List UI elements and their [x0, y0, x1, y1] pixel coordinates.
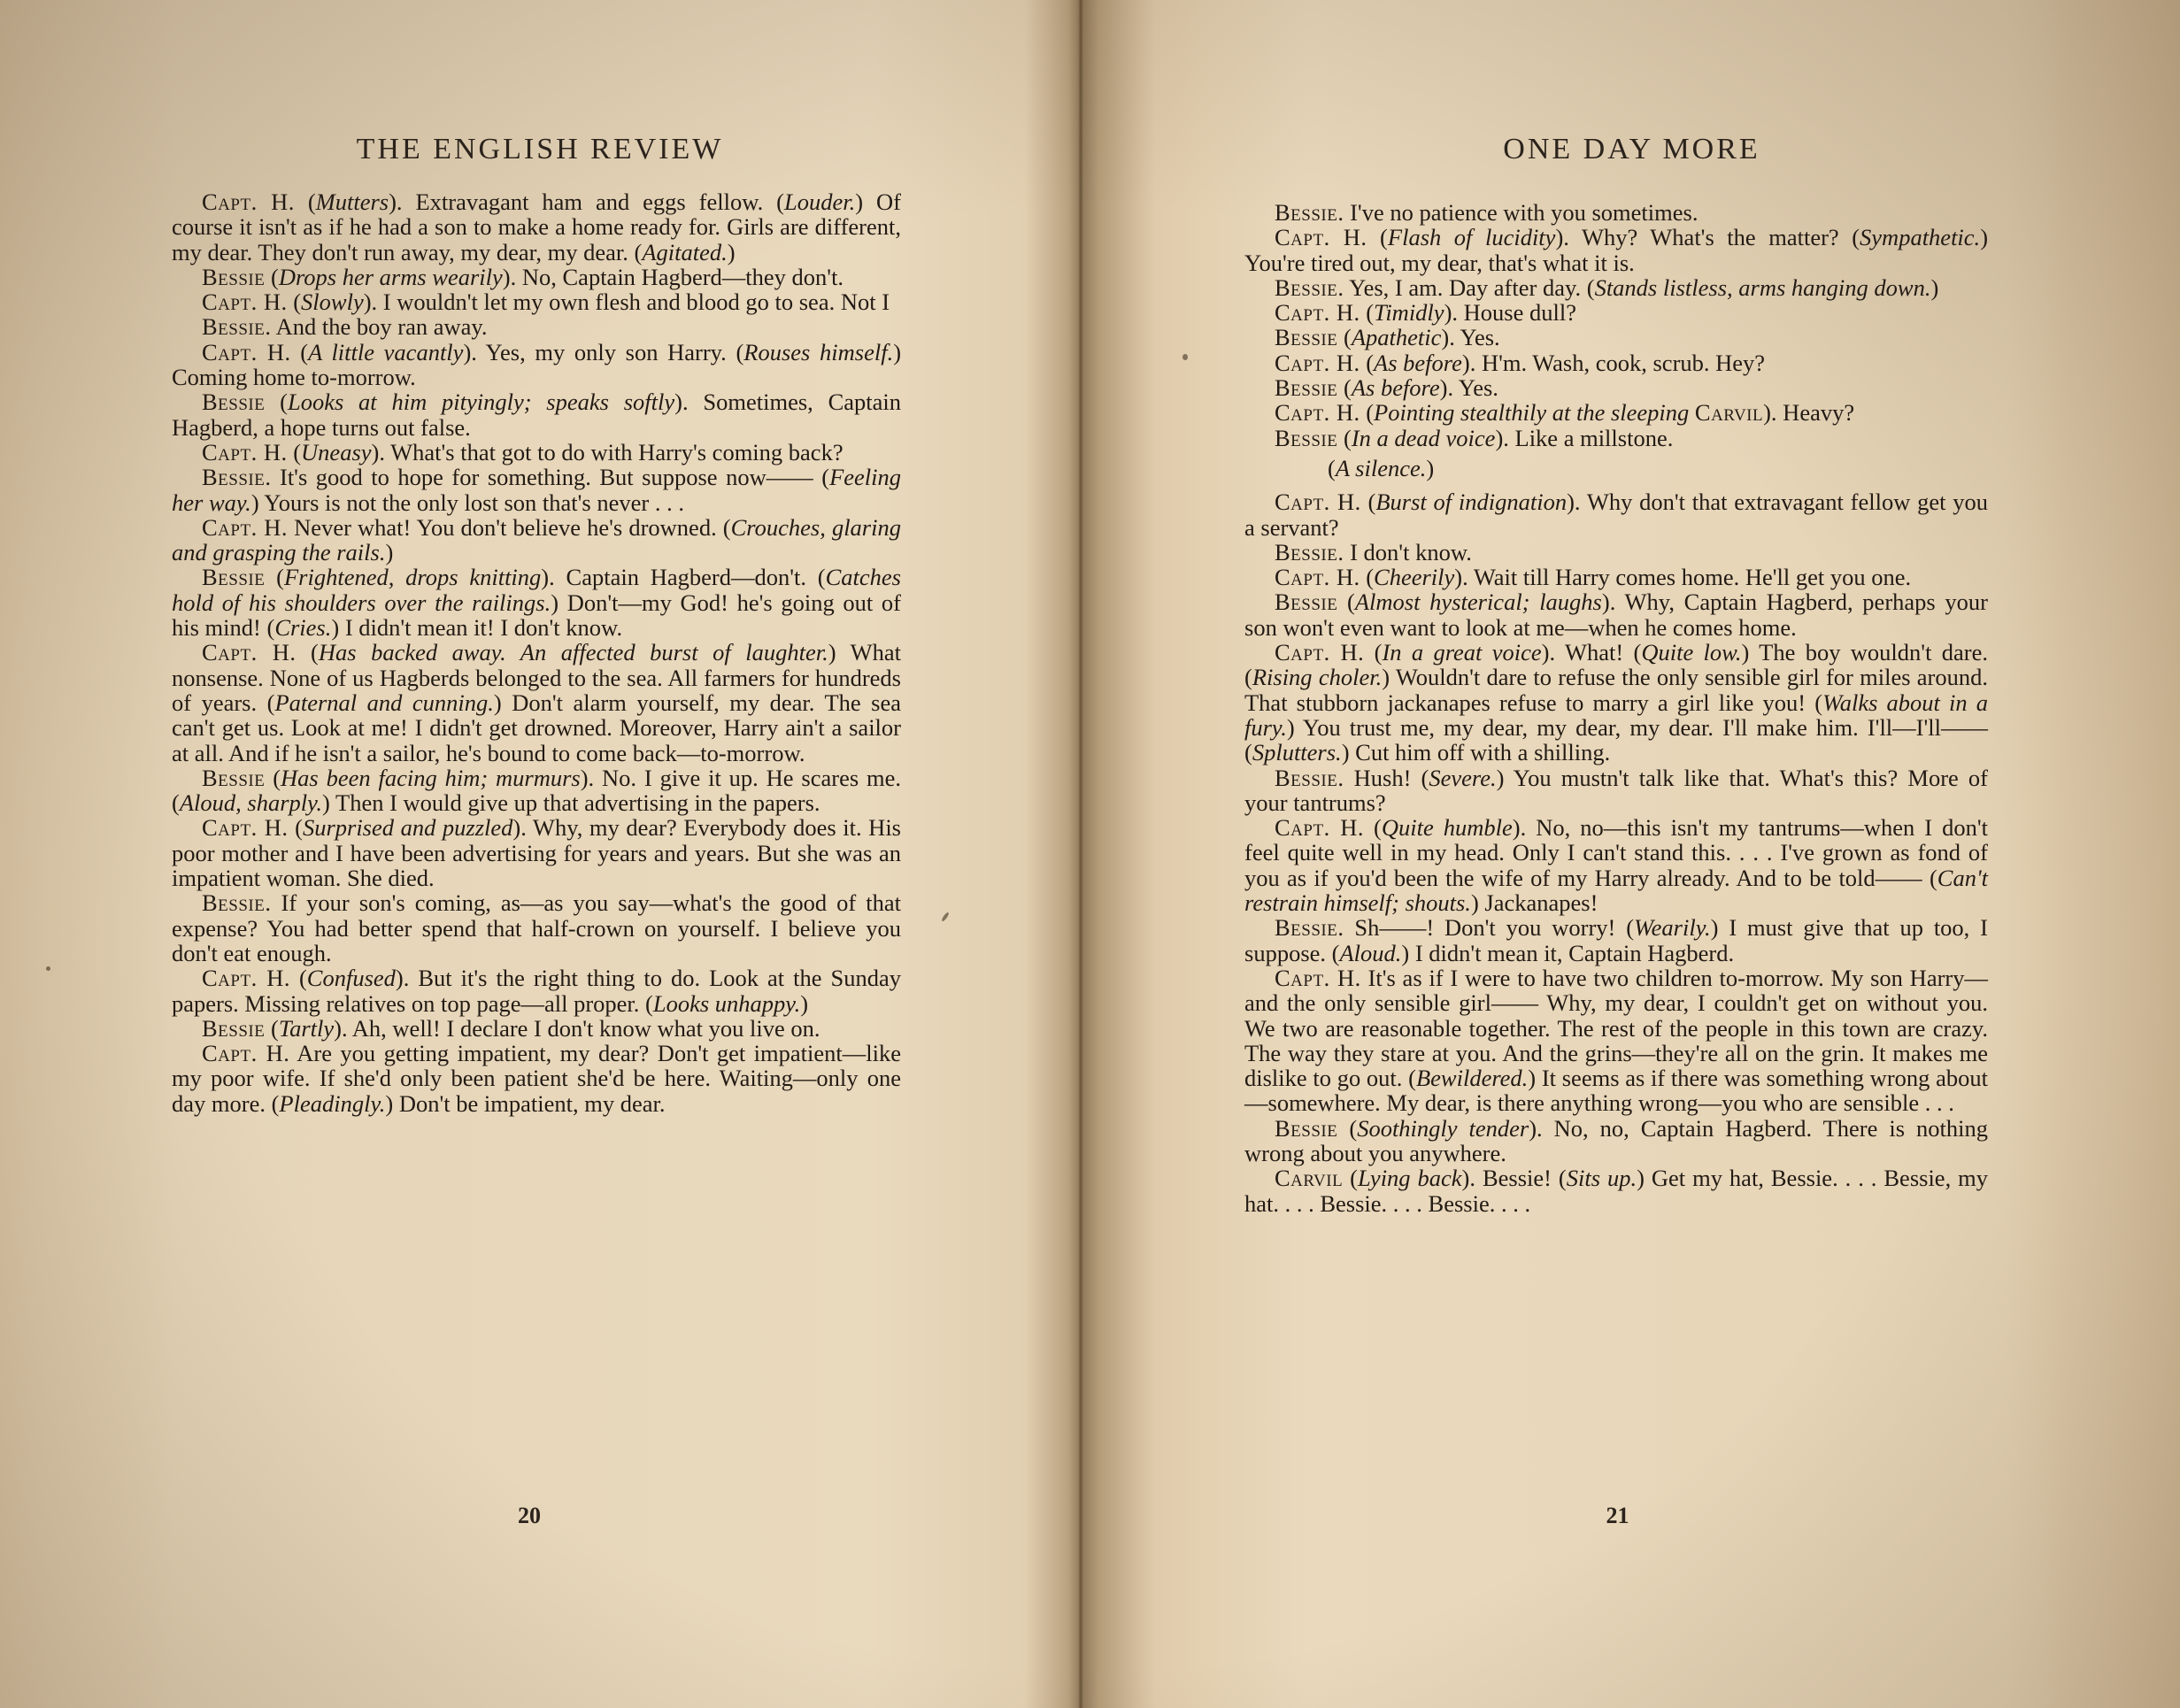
stage-direction: Cheerily: [1374, 564, 1455, 591]
dialogue-paragraph: Bessie (Looks at him pityingly; speaks softly). Sometimes, Captain Hagberd, a hope turns out false.: [172, 389, 901, 441]
dialogue-paragraph: Bessie. Yes, I am. Day after day. (Stands listless, arms hanging down.): [1275, 273, 1939, 301]
left-page: [0, 0, 1080, 1708]
speaker-name: Bessie: [1275, 1114, 1338, 1142]
stage-direction: Quite humble: [1381, 814, 1513, 842]
speaker-name: Capt. H.: [202, 289, 288, 316]
stage-direction: Crouches, glaring and grasping the rails.: [172, 513, 901, 566]
stage-direction: Apathetic: [1351, 324, 1442, 351]
running-header: ONE DAY MORE: [1503, 133, 1760, 165]
running-header: THE ENGLISH REVIEW: [356, 133, 724, 165]
stage-direction: Uneasy: [301, 438, 372, 465]
dialogue-paragraph: Capt. H. (Has backed away. An affected burst of laughter.) What nonsense. None of us Hagberds belonged to the sea. All farmers for hundreds of years. (Paternal and cunning.) Don't alarm yourself, my dear. The sea can't get us. Look at me! I didn't get drowned. Moreover, Harry ain't a sailor at all. And if he isn't a sailor, he's bound to come back—to-morrow.: [172, 639, 902, 766]
dialogue-paragraph: Capt. H. (Mutters). Extravagant ham and eggs fellow. (Louder.) Of course it isn't as if he had a son to make a home ready for. Girls are different, my dear. They don't run away, my dear, my dear. (Agitated.): [172, 188, 901, 265]
stage-direction: Mutters: [315, 188, 389, 215]
speaker-name: Capt. H.: [202, 438, 288, 465]
speaker-name: Bessie.: [1275, 273, 1344, 301]
stage-direction: Cries.: [274, 614, 332, 642]
speaker-name: Carvil: [1694, 399, 1764, 427]
speaker-name: Capt. H.: [202, 513, 289, 541]
speaker-name: Capt. H.: [202, 338, 291, 365]
dialogue-paragraph: Bessie (Tartly). Ah, well! I declare I don't know what you live on.: [202, 1014, 820, 1042]
dialogue-paragraph: Bessie (Has been facing him; murmurs). No. I give it up. He scares me. (Aloud, sharply.) Then I would give up that advertising in the papers.: [172, 764, 901, 817]
stage-direction: Aloud.: [1339, 939, 1402, 966]
stage-direction: Catches hold of his shoulders over the railings.: [172, 564, 901, 616]
stage-direction: Soothingly tender: [1357, 1114, 1529, 1142]
stage-direction: In a dead voice: [1351, 424, 1496, 451]
dialogue-paragraph: Bessie (Frightened, drops knitting). Captain Hagberd—don't. (Catches hold of his shoulders over the railings.) Don't—my God! he's going out of his mind! (Cries.) I didn't mean it! I don't know.: [172, 564, 901, 642]
speaker-name: Bessie: [202, 263, 266, 290]
stage-direction: Rouses himself.: [743, 338, 894, 365]
stage-direction: Burst of indignation: [1375, 489, 1568, 516]
dialogue-paragraph: Capt. H. It's as if I were to have two children to-morrow. My son Harry—and the only sensible girl—— Why, my dear, I couldn't get on without you. We two are reasonable together. The rest of the people in this town are crazy. The way they stare at you. And the grins—they're all on the grin. It makes me dislike to go out. (Bewildered.) It seems as if there was something wrong about—somewhere. My dear, is there anything wrong—you who are sensible . . .: [1244, 964, 1988, 1117]
stage-direction: Drops her arms wearily: [278, 263, 503, 290]
play-text: [1244, 200, 1988, 1216]
dialogue-paragraph: Capt. H. (Pointing stealthily at the sleeping Carvil). Heavy?: [1275, 399, 1855, 427]
dialogue-paragraph: Bessie. And the boy ran away.: [202, 313, 488, 341]
speaker-name: Capt. H.: [1275, 399, 1360, 427]
stage-direction: Pleadingly.: [279, 1089, 386, 1117]
dialogue-paragraph: Carvil (Lying back). Bessie! (Sits up.) Get my hat, Bessie. . . . Bessie, my hat. . . . Bessie. . . . Bessie. . . .: [1244, 1165, 1989, 1217]
dialogue-paragraph: Capt. H. (Quite humble). No, no—this isn't my tantrums—when I don't feel quite well in my head. Only I can't stand this. . . . I've grown as fond of you as if you'd been the wife of my Harry already. And to be told—— (Can't restrain himself; shouts.) Jackanapes!: [1244, 814, 1989, 917]
dialogue-paragraph: Bessie (As before). Yes.: [1275, 374, 1498, 402]
dialogue-paragraph: Capt. H. (As before). H'm. Wash, cook, scrub. Hey?: [1275, 349, 1766, 376]
dialogue-paragraph: Bessie. Sh——! Don't you worry! (Wearily.) I must give that up too, I suppose. (Aloud.) I didn't mean it, Captain Hagberd.: [1244, 914, 1988, 966]
stage-direction: Wearily.: [1634, 914, 1711, 942]
speaker-name: Bessie.: [1275, 538, 1344, 565]
stage-direction: Frightened, drops knitting: [283, 564, 542, 591]
speaker-name: Bessie: [1275, 589, 1338, 616]
dialogue-paragraph: Bessie. If your son's coming, as—as you say—what's the good of that expense? You had better spend that half-crown on yourself. I believe you don't eat enough.: [172, 889, 901, 966]
stage-direction: Has backed away. An affected burst of laughter.: [318, 639, 828, 666]
page-number: 21: [1606, 1503, 1629, 1528]
stage-direction-line: (A silence.): [1328, 454, 1435, 481]
stage-direction: A silence.: [1335, 454, 1427, 481]
paper-spot: [1182, 354, 1188, 360]
speaker-name: Bessie: [202, 564, 266, 591]
paper-spot: [46, 966, 50, 971]
speaker-name: Bessie.: [1275, 764, 1344, 791]
dialogue-paragraph: Capt. H. Are you getting impatient, my dear? Don't get impatient—like my poor wife. If she'd only been patient she'd be here. Waiting—only one day more. (Pleadingly.) Don't be impatient, my dear.: [172, 1040, 901, 1117]
speaker-name: Bessie: [1275, 424, 1338, 451]
stage-direction: As before: [1351, 374, 1440, 402]
speaker-name: Bessie: [202, 389, 266, 416]
stage-direction: Can't restrain himself; shouts.: [1244, 864, 1988, 917]
speaker-name: Capt. H.: [1275, 964, 1361, 991]
dialogue-paragraph: Capt. H. (Flash of lucidity). Why? What's the matter? (Sympathetic.) You're tired out, my dear, that's what it is.: [1244, 224, 1989, 276]
speaker-name: Capt. H.: [1275, 489, 1361, 516]
stage-direction: Aloud, sharply.: [179, 789, 323, 817]
speaker-name: Capt. H.: [1275, 299, 1360, 327]
stage-direction: Feeling her way.: [172, 464, 901, 516]
dialogue-paragraph: Capt. H. (Slowly). I wouldn't let my own flesh and blood go to sea. Not I: [202, 289, 890, 316]
stage-direction: Splutters.: [1252, 739, 1342, 766]
speaker-name: Capt. H.: [1275, 349, 1360, 376]
stage-direction: Paternal and cunning.: [274, 689, 494, 716]
dialogue-paragraph: Bessie. I've no patience with you sometimes.: [1275, 199, 1699, 226]
stage-direction: As before: [1374, 349, 1462, 376]
speaker-name: Bessie.: [202, 313, 272, 341]
stage-direction: A little vacantly: [308, 338, 464, 365]
stage-direction: Sympathetic.: [1860, 224, 1981, 251]
dialogue-paragraph: Capt. H. Never what! You don't believe he's drowned. (Crouches, glaring and grasping the rails.): [172, 513, 901, 566]
stage-direction: Lying back: [1357, 1165, 1462, 1192]
speaker-name: Capt. H.: [1275, 639, 1365, 666]
dialogue-paragraph: Capt. H. (Confused). But it's the right thing to do. Look at the Sunday papers. Missing relatives on top page—all proper. (Looks unhappy.): [172, 965, 902, 1017]
speaker-name: Bessie: [1275, 374, 1338, 402]
right-page: [1083, 0, 2180, 1708]
speaker-name: Capt. H.: [202, 1040, 290, 1067]
speaker-name: Capt. H.: [202, 814, 289, 842]
speaker-name: Capt. H.: [202, 965, 290, 992]
dialogue-paragraph: Bessie (In a dead voice). Like a millstone.: [1275, 424, 1674, 451]
stage-direction: Pointing stealthily at the sleeping: [1374, 399, 1690, 427]
stage-direction: Looks at him pityingly; speaks softly: [287, 389, 675, 416]
stage-direction: Flash of lucidity: [1387, 224, 1556, 251]
dialogue-paragraph: Bessie. I don't know.: [1275, 538, 1472, 565]
stage-direction: In a great voice: [1382, 639, 1542, 666]
speaker-name: Bessie.: [1275, 199, 1344, 226]
dialogue-paragraph: Capt. H. (Timidly). House dull?: [1275, 299, 1576, 327]
stage-direction: Sits up.: [1566, 1165, 1637, 1192]
speaker-name: Bessie: [1275, 324, 1338, 351]
speaker-name: Capt. H.: [202, 188, 295, 215]
speaker-name: Bessie.: [202, 464, 272, 491]
speaker-name: Bessie.: [202, 889, 272, 917]
speaker-name: Capt. H.: [1275, 814, 1364, 842]
stage-direction: Quite low.: [1641, 639, 1742, 666]
stage-direction: Stands listless, arms hanging down.: [1594, 273, 1931, 301]
stage-direction: Rising choler.: [1252, 664, 1383, 691]
speaker-name: Bessie.: [1275, 914, 1344, 942]
stage-direction: Almost hysterical; laughs: [1354, 589, 1602, 616]
dialogue-paragraph: Capt. H. (In a great voice). What! (Quite low.) The boy wouldn't dare. (Rising choler.) Wouldn't dare to refuse the only sensible girl for miles around. That stubborn jackanapes refuse to marry a girl like you! (Walks about in a fury.) You trust me, my dear, my dear, my dear. I'll make him. I'll—I'll—— (Splutters.) Cut him off with a shilling.: [1244, 639, 1988, 766]
stage-direction: Bewildered.: [1415, 1065, 1529, 1092]
stage-direction: Confused: [306, 965, 396, 992]
stage-direction: Tartly: [278, 1014, 335, 1042]
dialogue-paragraph: Bessie (Drops her arms wearily). No, Captain Hagberd—they don't.: [202, 263, 844, 290]
speaker-name: Bessie: [202, 764, 266, 791]
dialogue-paragraph: Capt. H. (Burst of indignation). Why don't that extravagant fellow get you a servant?: [1244, 489, 1988, 541]
play-text: [172, 189, 901, 1116]
stage-direction: Severe.: [1429, 764, 1497, 791]
stage-direction: Slowly: [301, 289, 364, 316]
stage-direction: Timidly: [1374, 299, 1444, 327]
stage-direction: Surprised and puzzled: [302, 814, 513, 842]
speaker-name: Capt. H.: [1275, 564, 1360, 591]
dialogue-paragraph: Capt. H. (Uneasy). What's that got to do with Harry's coming back?: [202, 438, 843, 465]
dialogue-paragraph: Bessie. It's good to hope for something. But suppose now—— (Feeling her way.) Yours is not the only lost son that's never . . .: [172, 464, 901, 516]
speaker-name: Bessie: [202, 1014, 266, 1042]
dialogue-paragraph: Bessie (Almost hysterical; laughs). Why, Captain Hagberd, perhaps your son won't even want to look at me—when he comes home.: [1244, 589, 1988, 641]
stage-direction: Louder.: [784, 188, 856, 215]
speaker-name: Capt. H.: [202, 639, 297, 666]
dialogue-paragraph: Capt. H. (A little vacantly). Yes, my only son Harry. (Rouses himself.) Coming home to-morrow.: [172, 338, 902, 391]
dialogue-paragraph: Bessie (Soothingly tender). No, no, Captain Hagberd. There is nothing wrong about you anywhere.: [1244, 1114, 1988, 1166]
page-number: 20: [518, 1503, 541, 1528]
dialogue-paragraph: Capt. H. (Surprised and puzzled). Why, my dear? Everybody does it. His poor mother and I have been advertising for years and years. But she was an impatient woman. She died.: [172, 814, 901, 892]
dialogue-paragraph: Capt. H. (Cheerily). Wait till Harry comes home. He'll get you one.: [1275, 564, 1912, 591]
stage-direction: Looks unhappy.: [652, 989, 801, 1017]
stage-direction: Walks about in a fury.: [1244, 689, 1988, 741]
speaker-name: Capt. H.: [1275, 224, 1367, 251]
stage-direction: Agitated.: [642, 238, 728, 265]
dialogue-paragraph: Bessie (Apathetic). Yes.: [1275, 324, 1500, 351]
speaker-name: Carvil: [1275, 1165, 1344, 1192]
stage-direction: Has been facing him; murmurs: [281, 764, 581, 791]
dialogue-paragraph: Bessie. Hush! (Severe.) You mustn't talk like that. What's this? More of your tantrums?: [1244, 764, 1988, 816]
